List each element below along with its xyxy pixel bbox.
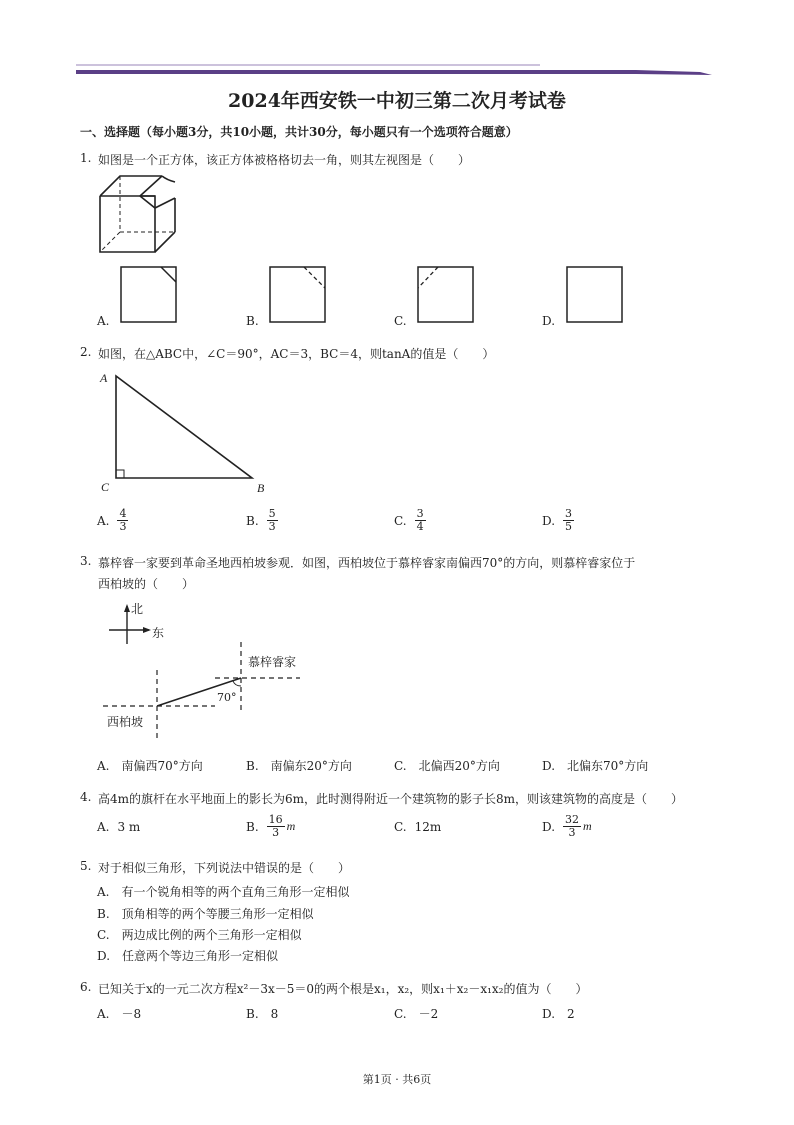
q4-option-c-value: 12m xyxy=(414,820,442,834)
q2-option-c-letter: C. xyxy=(394,513,407,528)
q2-number: 2. xyxy=(80,345,92,359)
place-label: 西柏坡 xyxy=(107,715,144,729)
q3-option-b[interactable]: B. 南偏东20°方向 xyxy=(246,759,352,773)
q4-option-d-num: 32 xyxy=(565,813,580,826)
q1-option-b[interactable]: B. xyxy=(246,314,259,328)
q5-option-d[interactable]: D. 任意两个等边三角形一定相似 xyxy=(97,949,279,963)
q2-option-b-den: 3 xyxy=(268,520,276,533)
option-c-view xyxy=(417,266,477,326)
q2-option-c-den: 4 xyxy=(416,520,424,533)
q4-option-d-den: 3 xyxy=(568,826,576,839)
option-a-view xyxy=(120,266,180,326)
q3-option-d[interactable]: D. 北偏东70°方向 xyxy=(542,759,649,773)
q4-option-c-letter: C. xyxy=(394,820,407,834)
triangle-abc xyxy=(100,370,280,490)
q4-option-b-num: 16 xyxy=(268,813,283,826)
q2-option-a-num: 4 xyxy=(119,507,127,520)
q2-option-a-letter: A. xyxy=(97,513,110,528)
q6-option-b[interactable]: B. 8 xyxy=(246,1007,279,1021)
q5-option-a[interactable]: A. 有一个锐角相等的两个直角三角形一定相似 xyxy=(97,885,350,899)
q5-number: 5. xyxy=(80,859,92,873)
q2-option-b-num: 5 xyxy=(268,507,276,520)
home-label: 慕梓睿家 xyxy=(248,655,297,669)
vertex-c-label: C xyxy=(101,480,110,494)
q1-text: 如图是一个正方体，该正方体被格格切去一角，则其左视图是（ ） xyxy=(98,153,471,167)
q4-option-b-den: 3 xyxy=(272,826,280,839)
q3-text-line2: 西柏坡的（ ） xyxy=(98,577,195,591)
option-d-view xyxy=(566,266,626,326)
q3-option-a[interactable]: A. 南偏西70°方向 xyxy=(97,759,203,773)
compass-north-label: 北 xyxy=(131,602,144,616)
compass-east-label: 东 xyxy=(152,626,165,640)
q6-option-d[interactable]: D. 2 xyxy=(542,1007,575,1021)
vertex-b-label: B xyxy=(257,481,265,495)
cube-figure xyxy=(95,168,195,258)
q2-option-a-den: 3 xyxy=(119,520,127,533)
option-b-view xyxy=(269,266,329,326)
section-heading: 一、选择题（每小题3分，共10小题，共计30分，每小题只有一个选项符合题意） xyxy=(80,125,518,139)
q1-option-c[interactable]: C. xyxy=(394,314,407,328)
q2-option-a[interactable] xyxy=(97,508,128,533)
q5-text: 对于相似三角形，下列说法中错误的是（ ） xyxy=(98,861,351,875)
q2-option-d-letter: D. xyxy=(542,513,556,528)
q5-option-c[interactable]: C. 两边成比例的两个三角形一定相似 xyxy=(97,928,302,942)
q2-option-d-den: 5 xyxy=(565,520,573,533)
q6-text: 已知关于x的一元二次方程x²－3x－5＝0的两个根是x₁，x₂，则x₁＋x₂－x₁x₂的值为（ ） xyxy=(98,982,588,996)
q2-option-c[interactable] xyxy=(394,508,426,533)
q4-text: 高4m的旗杆在水平地面上的影长为6m，此时测得附近一个建筑物的影子长8m，则该建筑物的高度是（ ） xyxy=(98,792,684,806)
q2-option-c-num: 3 xyxy=(416,507,424,520)
q4-option-a-letter: A. xyxy=(97,820,110,834)
page-footer: 第1页 · 共6页 xyxy=(362,1073,432,1086)
q1-number: 1. xyxy=(80,151,92,165)
q4-option-c[interactable] xyxy=(394,820,441,834)
q4-option-a-value: 3 m xyxy=(117,820,141,834)
q3-option-c[interactable]: C. 北偏西20°方向 xyxy=(394,759,500,773)
q4-option-d-letter: D. xyxy=(542,819,556,834)
q2-option-b[interactable] xyxy=(246,508,278,533)
q6-number: 6. xyxy=(80,980,92,994)
q6-option-c[interactable]: C. －2 xyxy=(394,1007,439,1021)
q6-option-a[interactable]: A. －8 xyxy=(97,1007,142,1021)
q2-option-d-num: 3 xyxy=(565,507,573,520)
q4-option-a[interactable] xyxy=(97,820,140,834)
q2-option-b-letter: B. xyxy=(246,513,259,528)
q3-text-line1: 慕梓睿一家要到革命圣地西柏坡参观．如图，西柏坡位于慕梓睿家南偏西70°的方向，则慕梓睿家位于 xyxy=(98,556,636,570)
q2-option-d[interactable] xyxy=(542,508,574,533)
q4-option-d-unit: m xyxy=(583,819,592,833)
q1-option-a[interactable]: A. xyxy=(97,314,110,328)
q4-option-b-letter: B. xyxy=(246,819,259,834)
q1-option-d[interactable]: D. xyxy=(542,314,556,328)
header-bar xyxy=(0,62,794,82)
angle-label: 70° xyxy=(217,691,237,704)
exam-title: 2024年西安铁一中初三第二次月考试卷 xyxy=(228,90,566,112)
q5-option-b[interactable]: B. 顶角相等的两个等腰三角形一定相似 xyxy=(97,907,314,921)
q4-number: 4. xyxy=(80,790,92,804)
q4-option-b[interactable] xyxy=(246,814,295,839)
vertex-a-label: A xyxy=(100,371,108,385)
q4-option-b-unit: m xyxy=(286,819,296,833)
q4-option-d[interactable] xyxy=(542,814,592,839)
q2-text: 如图，在△ABC中，∠C＝90°，AC＝3，BC＝4，则tanA的值是（ ） xyxy=(98,347,495,361)
q3-number: 3. xyxy=(80,554,92,568)
